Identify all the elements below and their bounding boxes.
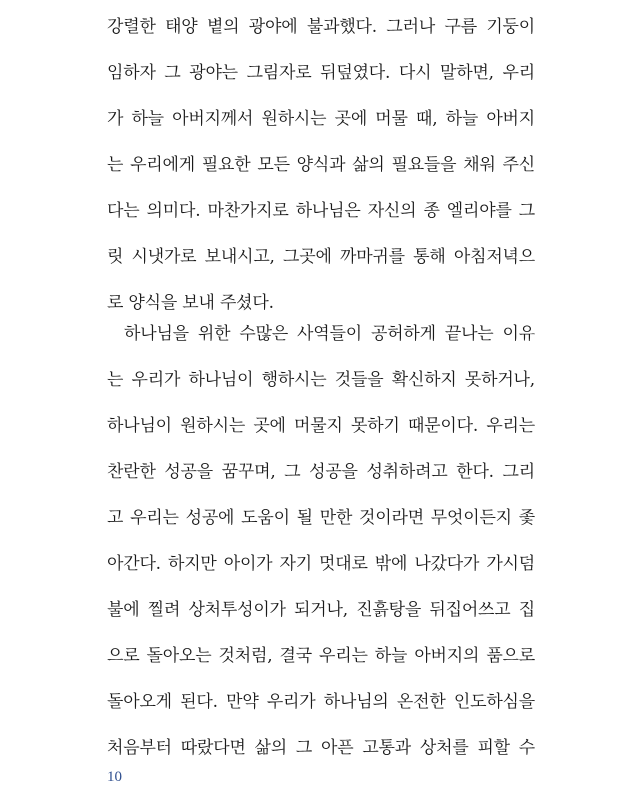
text-line: 으로 돌아오는 것처럼, 결국 우리는 하늘 아버지의 품으로 bbox=[107, 646, 535, 666]
text-line: 아간다. 하지만 아이가 자기 멋대로 밖에 나갔다가 가시덤 bbox=[107, 554, 535, 574]
paragraph-2 bbox=[107, 311, 535, 771]
text-line: 찬란한 성공을 꿈꾸며, 그 성공을 성취하려고 한다. 그리 bbox=[107, 462, 535, 482]
text-line: 임하자 그 광야는 그림자로 뒤덮였다. 다시 말하면, 우리 bbox=[107, 63, 535, 83]
text-line: 는 우리가 하나님이 행하시는 것들을 확신하지 못하거나, bbox=[107, 370, 535, 390]
text-line: 하나님이 원하시는 곳에 머물지 못하기 때문이다. 우리는 bbox=[107, 416, 535, 436]
text-line: 불에 찔려 상처투성이가 되거나, 진흙탕을 뒤집어쓰고 집 bbox=[107, 600, 535, 620]
text-line-indented: 하나님을 위한 수많은 사역들이 공허하게 끝나는 이유 bbox=[124, 324, 535, 344]
paragraph-1 bbox=[107, 4, 535, 326]
text-line: 강렬한 태양 볕의 광야에 불과했다. 그러나 구름 기둥이 bbox=[107, 17, 535, 37]
page-number: 10 bbox=[107, 769, 122, 785]
text-line: 로 양식을 보내 주셨다. bbox=[107, 293, 274, 313]
text-line: 돌아오게 된다. 만약 우리가 하나님의 온전한 인도하심을 bbox=[107, 692, 535, 712]
text-line: 릿 시냇가로 보내시고, 그곳에 까마귀를 통해 아침저녁으 bbox=[107, 247, 535, 267]
text-line: 다는 의미다. 마찬가지로 하나님은 자신의 종 엘리야를 그 bbox=[107, 201, 535, 221]
text-line: 가 하늘 아버지께서 원하시는 곳에 머물 때, 하늘 아버지 bbox=[107, 109, 535, 129]
text-line: 고 우리는 성공에 도움이 될 만한 것이라면 무엇이든지 좇 bbox=[107, 508, 535, 528]
text-line: 처음부터 따랐다면 삶의 그 아픈 고통과 상처를 피할 수 bbox=[107, 738, 535, 758]
text-line: 는 우리에게 필요한 모든 양식과 삶의 필요들을 채워 주신 bbox=[107, 155, 535, 175]
